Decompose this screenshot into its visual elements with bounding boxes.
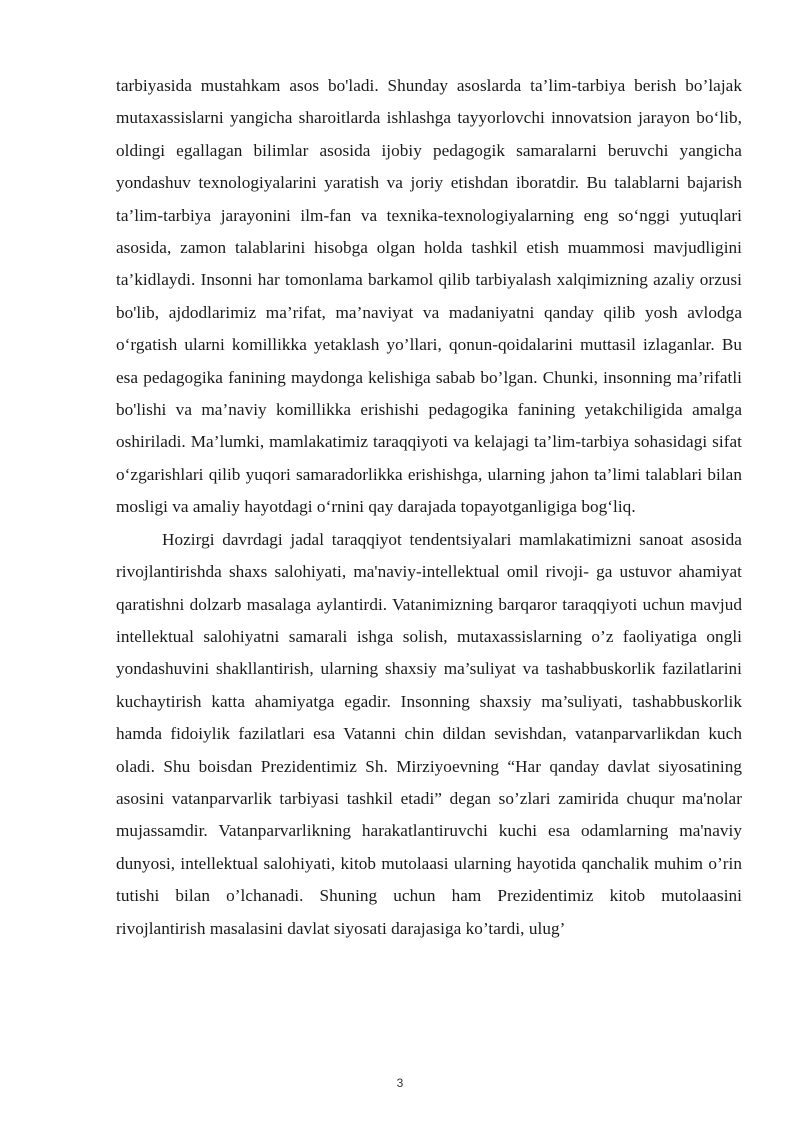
page-number: 3: [396, 1076, 404, 1090]
body-paragraph-1: tarbiyasida mustahkam asos bo'ladi. Shunday asoslarda ta’lim-tarbiya berish bo’lajak mutaxassislarni yangicha sharoitlarda ishlashga tayyorlovchi innovatsion jarayon bo‘lib, oldingi egallagan bilimlar asosida ijobiy pedagogik samaralarni beruvchi yangicha yondashuv texnologiyalarini yaratish va joriy etishdan iboratdir. Bu talablarni bajarish ta’lim-tarbiya jarayonini ilm-fan va texnika-texnologiyalarning eng so‘nggi yutuqlari asosida, zamon talablarini hisobga olgan holda tashkil etish muammosi mavjudligini ta’kidlaydi. Insonni har tomonlama barkamol qilib tarbiyalash xalqimizning azaliy orzusi bo'lib, ajdodlarimiz ma’rifat, ma’naviyat va madaniyatni qanday qilib yosh avlodga o‘rgatish ularni komillikka yetaklash yo’llari, qonun-qoidalarini muttasil izlaganlar. Bu esa pedagogika fanining maydonga kelishiga sabab bo’lgan. Chunki, insonning ma’rifatli bo'lishi va ma’naviy komillikka erishishi pedagogika fanining yetakchiligida amalga oshiriladi. Ma’lumki, mamlakatimiz taraqqiyoti va kelajagi ta’lim-tarbiya sohasidagi sifat o‘zgarishlari qilib yuqori samaradorlikka erishishga, ularning jahon ta’limi talablari bilan mosligi va amaliy hayotdagi o‘rnini qay darajada topayotganligiga bog‘liq.: [116, 76, 742, 517]
document-page: [116, 70, 742, 945]
body-paragraph-2: Hozirgi davrdagi jadal taraqqiyot tendentsiyalari mamlakatimizni sanoat asosida rivojlantirishda shaxs salohiyati, ma'naviy-intellektual omil rivoji- ga ustuvor ahamiyat qaratishni dolzarb masalaga aylantirdi. Vatanimizning barqaror taraqqiyoti uchun mavjud intellektual salohiyatni samarali ishga solish, mutaxassislarning o’z faoliyatiga ongli yondashuvini shakllantirish, ularning shaxsiy ma’suliyat va tashabbuskorlik fazilatlarini kuchaytirish katta ahamiyatga egadir. Insonning shaxsiy ma’suliyati, tashabbuskorlik hamda fidoiylik fazilatlari esa Vatanni chin dildan sevishdan, vatanparvarlikdan kuch oladi. Shu boisdan Prezidentimiz Sh. Mirziyoevning “Har qanday davlat siyosatining asosini vatanparvarlik tarbiyasi tashkil etadi” degan so’zlari zamirida chuqur ma'nolar mujassamdir. Vatanparvarlikning harakatlantiruvchi kuchi esa odamlarning ma'naviy dunyosi, intellektual salohiyati, kitob mutolaasi ularning hayotida qanchalik muhim o’rin tutishi bilan o’lchanadi. Shuning uchun ham Prezidentimiz kitob mutolaasini rivojlantirish masalasini davlat siyosati darajasiga ko’tardi, ulug’: [116, 529, 742, 938]
